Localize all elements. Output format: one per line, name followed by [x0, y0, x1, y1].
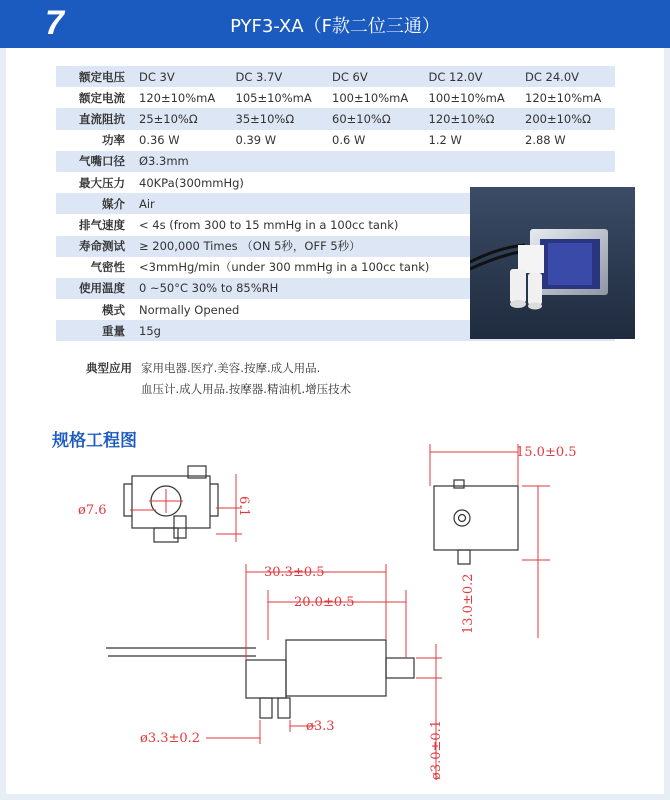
spec-value: 0.36 W	[139, 133, 180, 148]
spec-label: 媒介	[56, 193, 132, 214]
spec-value: 0.6 W	[332, 133, 366, 148]
spec-value: 100±10%mA	[332, 90, 409, 105]
spec-value: Normally Opened	[139, 302, 240, 317]
dim-l303: 30.3±0.5	[264, 565, 325, 580]
spec-row	[56, 108, 615, 129]
spec-value: ≥ 200,000 Times （ON 5秒，OFF 5秒）	[132, 236, 615, 257]
application-label: 典型应用	[86, 361, 132, 375]
drawing-canvas	[6, 404, 664, 794]
dim-h61: 6.1	[236, 496, 251, 517]
spec-value: DC 6V	[325, 66, 422, 87]
spec-label: 额定电流	[79, 90, 125, 105]
spec-label: 气嘴口径	[56, 151, 132, 172]
front-view	[124, 466, 218, 542]
header-bar	[0, 0, 670, 48]
spec-row	[56, 130, 615, 151]
section-number: 7	[45, 4, 64, 42]
application-line-1: 家用电器.医疗.美容.按摩.成人用品.	[141, 361, 321, 375]
spec-value: 15g	[132, 320, 615, 341]
dim-l200: 20.0±0.5	[294, 595, 355, 610]
spec-value: 105±10%mA	[235, 90, 312, 105]
plan-view	[106, 640, 414, 718]
spec-value: 60±10%Ω	[325, 108, 422, 129]
spec-value: 1.2 W	[428, 133, 462, 148]
side-view	[434, 480, 518, 564]
spec-card	[6, 48, 664, 404]
spec-value: 120±10%mA	[139, 90, 216, 105]
spec-value: 0 ~50°C 30% to 85%RH	[132, 278, 615, 299]
spec-value: DC 24.0V	[518, 66, 615, 87]
spec-label: 排气速度	[79, 217, 125, 232]
spec-value: 35±10%Ω	[229, 108, 326, 129]
spec-label: 使用温度	[56, 278, 132, 299]
dim-d33b: ø3.3±0.2	[140, 731, 201, 746]
spec-value: 40KPa(300mmHg)	[139, 175, 244, 190]
spec-value: Air	[132, 193, 615, 214]
dim-d76: ø7.6	[78, 503, 107, 518]
product-photo	[470, 187, 635, 339]
spec-label: 最大压力	[79, 175, 125, 190]
spec-label: 寿命测试	[56, 236, 132, 257]
spec-value: 120±10%mA	[525, 90, 602, 105]
dim-d33a: ø3.3	[306, 719, 335, 734]
spec-label: 直流阻抗	[56, 108, 132, 129]
spec-value: 25±10%Ω	[132, 108, 229, 129]
drawing-title: 规格工程图	[52, 431, 137, 451]
spec-value: 120±10%Ω	[422, 108, 519, 129]
spec-label: 额定电压	[56, 66, 132, 87]
spec-row	[56, 66, 615, 87]
spec-value: Ø3.3mm	[132, 151, 615, 172]
engineering-drawing-card	[6, 404, 664, 794]
spec-value: 0.39 W	[235, 133, 277, 148]
spec-label: 气密性	[90, 260, 125, 275]
spec-label: 功率	[102, 133, 125, 148]
spec-label: 重量	[56, 320, 132, 341]
page-title: PYF3-XA（F款二位三通）	[230, 16, 440, 37]
application-line-2: 血压计.成人用品.按摩器.精油机.增压技术	[141, 382, 352, 396]
spec-value: 2.88 W	[525, 133, 566, 148]
spec-label: 模式	[102, 302, 125, 317]
spec-value: 100±10%mA	[428, 90, 505, 105]
spec-value: DC 3.7V	[229, 66, 326, 87]
dim-d30: ø3.0±0.1	[429, 719, 444, 780]
dim-h130: 13.0±0.2	[461, 573, 476, 634]
spec-value: DC 3V	[132, 66, 229, 87]
spec-value: < 4s (from 300 to 15 mmHg in a 100cc tank)	[139, 217, 399, 232]
spec-value: <3mmHg/min（under 300 mmHg in a 100cc tank)	[139, 260, 430, 275]
spec-row	[56, 87, 615, 108]
spec-row	[56, 151, 615, 172]
dim-w150: 15.0±0.5	[516, 445, 577, 460]
spec-value: 200±10%Ω	[518, 108, 615, 129]
spec-value: DC 12.0V	[422, 66, 519, 87]
